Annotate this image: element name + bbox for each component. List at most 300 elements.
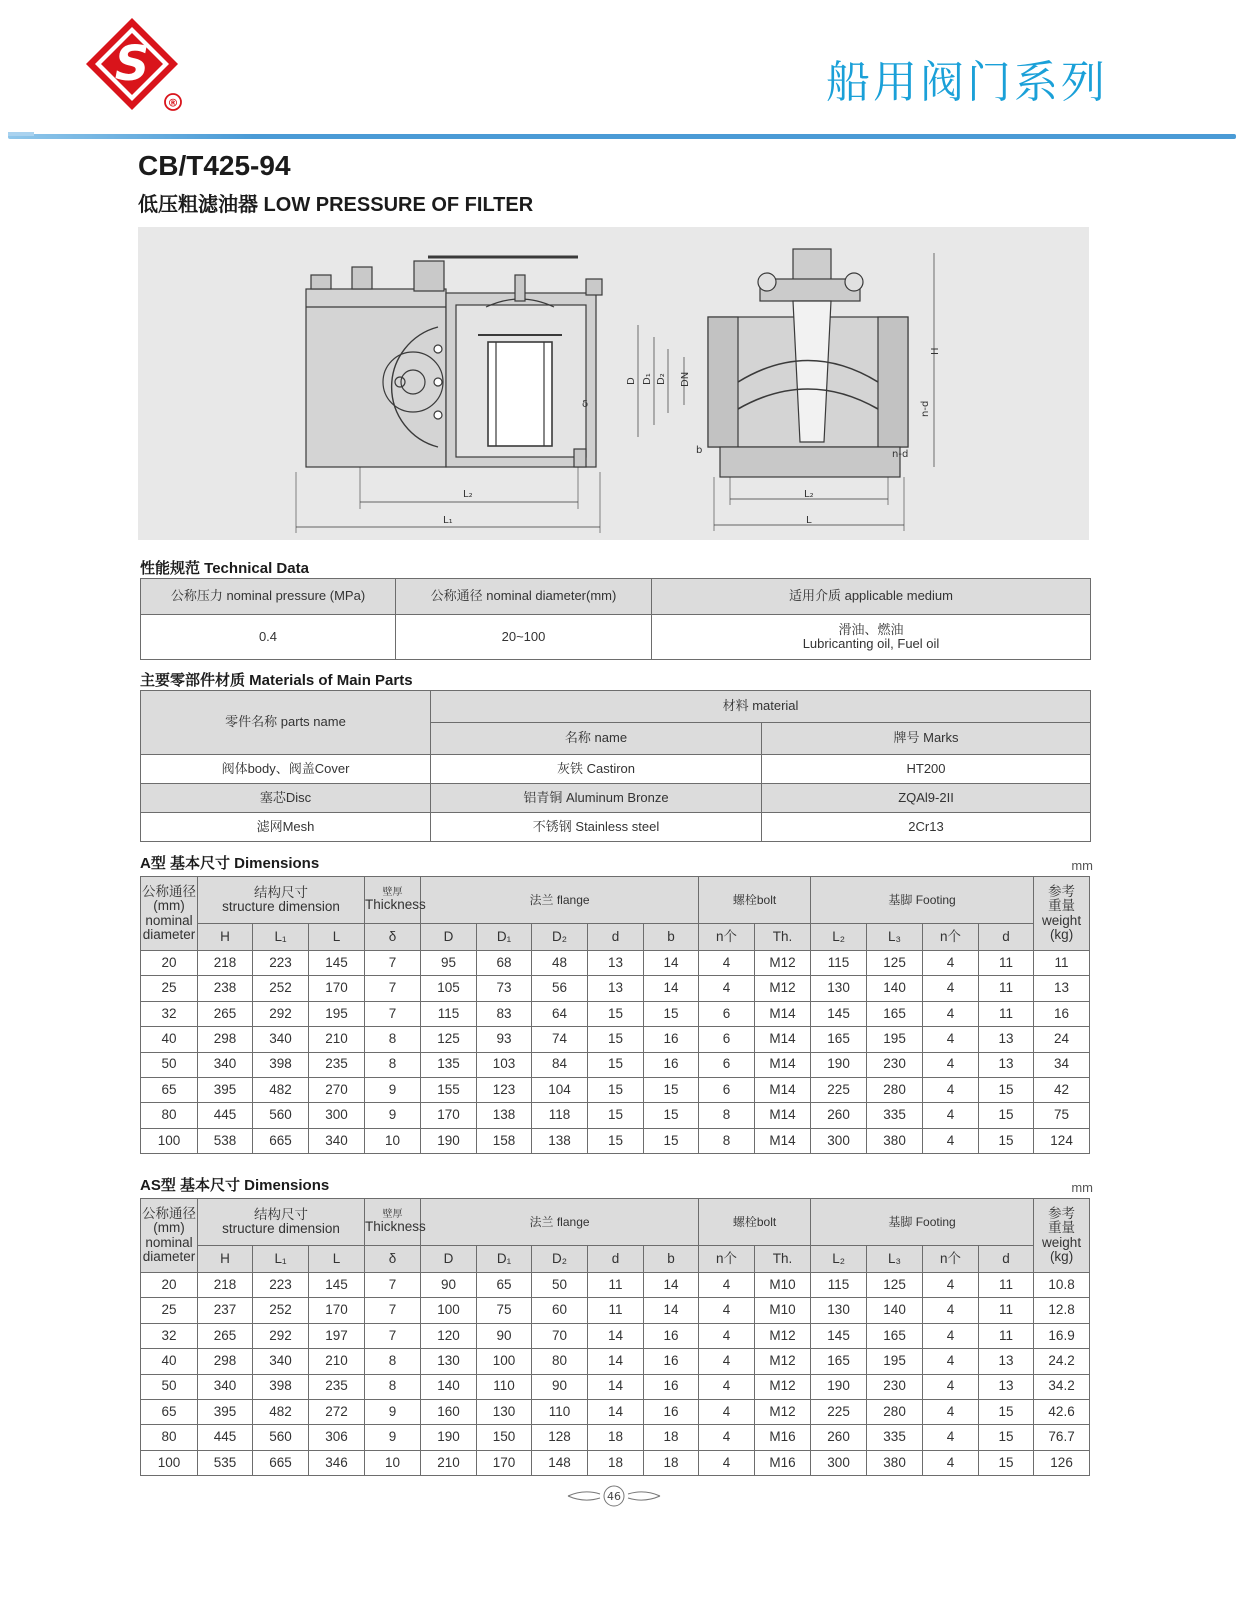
table-cell: 115 <box>421 1001 477 1026</box>
table-cell: 252 <box>253 976 309 1001</box>
table-cell: 135 <box>421 1052 477 1077</box>
table-cell: 7 <box>365 1298 421 1323</box>
table-cell: 4 <box>699 1349 755 1374</box>
series-title: 船用阀门系列 <box>826 57 1108 108</box>
table-cell: 15 <box>588 1128 644 1153</box>
table-cell: 560 <box>253 1103 309 1128</box>
table-cell: 123 <box>477 1077 532 1102</box>
drawing-label: D <box>626 377 637 385</box>
table-cell: 9 <box>365 1077 421 1102</box>
materials-title: 主要零部件材质 Materials of Main Parts <box>140 672 413 689</box>
table-cell: M14 <box>755 1052 811 1077</box>
table-cell: 95 <box>421 951 477 976</box>
table-cell: 280 <box>867 1399 923 1424</box>
table-cell: 170 <box>421 1103 477 1128</box>
table-cell: M10 <box>755 1298 811 1323</box>
col-header: L₃ <box>867 1246 923 1273</box>
table-cell: 398 <box>253 1374 309 1399</box>
diameter-value: 20~100 <box>396 615 652 660</box>
materials-table <box>140 690 1091 842</box>
col-header: d <box>979 1246 1034 1273</box>
table-cell: 13 <box>588 951 644 976</box>
col-header: δ <box>365 1246 421 1273</box>
table-cell: 15 <box>588 1052 644 1077</box>
table-cell: 190 <box>421 1128 477 1153</box>
table-cell: 170 <box>477 1450 532 1475</box>
table-row <box>141 1399 1090 1424</box>
table-cell: 8 <box>699 1128 755 1153</box>
table-cell: 272 <box>309 1399 365 1424</box>
table-cell: 25 <box>141 976 198 1001</box>
table-cell: 18 <box>588 1425 644 1450</box>
medium-en: Lubricanting oil, Fuel oil <box>802 636 940 651</box>
table-cell: 15 <box>644 1103 699 1128</box>
table-cell: 4 <box>699 951 755 976</box>
table-cell: 50 <box>532 1273 588 1298</box>
material-name-header: 名称 name <box>431 723 762 755</box>
table-row <box>141 1128 1090 1153</box>
table-cell: 665 <box>253 1128 309 1153</box>
table-row <box>141 1323 1090 1348</box>
table-cell: 10 <box>365 1128 421 1153</box>
table-cell: 235 <box>309 1374 365 1399</box>
table-cell: 560 <box>253 1425 309 1450</box>
weight-header: 参考 重量 weight (kg) <box>1034 877 1090 951</box>
table-cell: 7 <box>365 1323 421 1348</box>
table-cell: 9 <box>365 1425 421 1450</box>
col-header: D₂ <box>532 1246 588 1273</box>
table-cell: 16 <box>644 1052 699 1077</box>
flange-header: 法兰 flange <box>421 1199 699 1246</box>
drawing-label: H <box>930 347 941 355</box>
table-cell: M14 <box>755 1077 811 1102</box>
col-header: b <box>644 1246 699 1273</box>
table-cell: 4 <box>699 1425 755 1450</box>
table-cell: 6 <box>699 1027 755 1052</box>
table-cell: 4 <box>923 1273 979 1298</box>
table-cell: 230 <box>867 1374 923 1399</box>
table-cell: 140 <box>867 976 923 1001</box>
table-cell: 155 <box>421 1077 477 1102</box>
table-cell: 252 <box>253 1298 309 1323</box>
table-cell: 298 <box>198 1349 253 1374</box>
table-cell: 15 <box>644 1077 699 1102</box>
table-cell: 60 <box>532 1298 588 1323</box>
col-header: n个 <box>699 1246 755 1273</box>
table-cell: 265 <box>198 1323 253 1348</box>
table-cell: 150 <box>477 1425 532 1450</box>
table-cell: 218 <box>198 951 253 976</box>
table-cell: 15 <box>979 1399 1034 1424</box>
col-header: Th. <box>755 924 811 951</box>
nominal-diameter-header: 公称通径 (mm) nominal diameter <box>141 1199 198 1273</box>
table-cell: 170 <box>309 1298 365 1323</box>
table-cell: 8 <box>365 1052 421 1077</box>
table-cell: 300 <box>309 1103 365 1128</box>
table-cell: 13 <box>979 1349 1034 1374</box>
col-header: D <box>421 1246 477 1273</box>
table-row <box>141 1001 1090 1026</box>
table-cell: 115 <box>811 951 867 976</box>
col-header: H <box>198 924 253 951</box>
table-cell: 145 <box>309 1273 365 1298</box>
table-cell: 14 <box>644 1273 699 1298</box>
table-cell: 25 <box>141 1298 198 1323</box>
table-cell: 4 <box>699 1374 755 1399</box>
table-cell: 165 <box>811 1349 867 1374</box>
flange-header: 法兰 flange <box>421 877 699 924</box>
table-cell: 90 <box>532 1374 588 1399</box>
table-cell: 14 <box>588 1374 644 1399</box>
table-cell: 4 <box>923 951 979 976</box>
table-row <box>141 951 1090 976</box>
table-cell: 16.9 <box>1034 1323 1090 1348</box>
table-cell: M10 <box>755 1273 811 1298</box>
col-header: b <box>644 924 699 951</box>
table-cell: 223 <box>253 951 309 976</box>
table-cell: 126 <box>1034 1450 1090 1475</box>
logo-letter: S <box>114 36 150 92</box>
material-mark: 2Cr13 <box>762 813 1091 842</box>
table-cell: 73 <box>477 976 532 1001</box>
table-cell: 115 <box>811 1273 867 1298</box>
standard-code: CB/T425-94 <box>138 150 291 181</box>
table-cell: 165 <box>811 1027 867 1052</box>
table-cell: 4 <box>923 1349 979 1374</box>
nominal-diameter-header: 公称通径 (mm) nominal diameter <box>141 877 198 951</box>
table-cell: 210 <box>421 1450 477 1475</box>
table-cell: 100 <box>141 1450 198 1475</box>
table-cell: 16 <box>644 1399 699 1424</box>
table-cell: 24.2 <box>1034 1349 1090 1374</box>
col-header: L₃ <box>867 924 923 951</box>
table-cell: M14 <box>755 1027 811 1052</box>
table-cell: 14 <box>644 1298 699 1323</box>
table-cell: 145 <box>309 951 365 976</box>
col-header: Th. <box>755 1246 811 1273</box>
drawing-label: D₁ <box>642 373 653 385</box>
col-header: n个 <box>699 924 755 951</box>
table-cell: 270 <box>309 1077 365 1102</box>
table-cell: 482 <box>253 1399 309 1424</box>
table-cell: 11 <box>979 1298 1034 1323</box>
table-cell: 535 <box>198 1450 253 1475</box>
material-name: 铝青铜 Aluminum Bronze <box>431 784 762 813</box>
table-cell: 218 <box>198 1273 253 1298</box>
table-cell: 4 <box>699 1450 755 1475</box>
drawing-label: L₂ <box>463 489 473 500</box>
table-cell: 83 <box>477 1001 532 1026</box>
drawing-label: n-d <box>892 449 909 460</box>
table-cell: 124 <box>1034 1128 1090 1153</box>
table-cell: 292 <box>253 1323 309 1348</box>
col-header: D₁ <box>477 1246 532 1273</box>
table-cell: 340 <box>309 1128 365 1153</box>
table-cell: 6 <box>699 1077 755 1102</box>
structure-dimension-header: 结构尺寸 structure dimension <box>198 1199 365 1246</box>
table-cell: 11 <box>979 976 1034 1001</box>
table-cell: 130 <box>811 1298 867 1323</box>
table-row <box>141 976 1090 1001</box>
table-cell: 13 <box>979 1374 1034 1399</box>
table-cell: 398 <box>253 1052 309 1077</box>
table-cell: 15 <box>979 1103 1034 1128</box>
table-cell: 9 <box>365 1399 421 1424</box>
table-cell: 340 <box>253 1027 309 1052</box>
col-header: d <box>588 924 644 951</box>
table-cell: 42.6 <box>1034 1399 1090 1424</box>
table-row <box>141 1077 1090 1102</box>
table-cell: 10 <box>365 1450 421 1475</box>
table-cell: 445 <box>198 1103 253 1128</box>
table-cell: 190 <box>811 1374 867 1399</box>
table-cell: 8 <box>365 1374 421 1399</box>
table-cell: 15 <box>588 1001 644 1026</box>
table-cell: 237 <box>198 1298 253 1323</box>
table-cell: 15 <box>979 1128 1034 1153</box>
table-cell: M14 <box>755 1128 811 1153</box>
col-header: D₁ <box>477 924 532 951</box>
table-cell: 395 <box>198 1399 253 1424</box>
product-title: 低压粗滤油器 LOW PRESSURE OF FILTER <box>138 194 534 216</box>
table-cell: 340 <box>253 1349 309 1374</box>
table-row <box>141 1027 1090 1052</box>
table-cell: 4 <box>923 1323 979 1348</box>
table-cell: M14 <box>755 1103 811 1128</box>
material-header: 材料 material <box>431 691 1091 723</box>
table-cell: 4 <box>699 1273 755 1298</box>
table-cell: 20 <box>141 1273 198 1298</box>
table-row <box>141 1298 1090 1323</box>
table-cell: 103 <box>477 1052 532 1077</box>
table-cell: M14 <box>755 1001 811 1026</box>
table-cell: 170 <box>309 976 365 1001</box>
material-mark: ZQAl9-2II <box>762 784 1091 813</box>
part-name: 塞芯Disc <box>141 784 431 813</box>
col-header: L₂ <box>811 1246 867 1273</box>
table-cell: 15 <box>979 1425 1034 1450</box>
dimensions-as-unit: mm <box>1071 1180 1093 1195</box>
table-cell: 130 <box>421 1349 477 1374</box>
table-cell: 110 <box>477 1374 532 1399</box>
table-cell: 260 <box>811 1103 867 1128</box>
table-cell: 50 <box>141 1374 198 1399</box>
col-header: L₂ <box>811 924 867 951</box>
weight-header: 参考 重量 weight (kg) <box>1034 1199 1090 1273</box>
table-cell: 138 <box>477 1103 532 1128</box>
drawing-label: n-d <box>920 400 931 417</box>
table-cell: 75 <box>1034 1103 1090 1128</box>
table-cell: 120 <box>421 1323 477 1348</box>
table-cell: 140 <box>867 1298 923 1323</box>
table-cell: 32 <box>141 1323 198 1348</box>
table-cell: 165 <box>867 1001 923 1026</box>
table-cell: 40 <box>141 1027 198 1052</box>
table-cell: 225 <box>811 1399 867 1424</box>
header-divider <box>8 134 1236 139</box>
drawing-label: L₂ <box>804 489 814 500</box>
table-cell: 14 <box>644 951 699 976</box>
table-cell: 70 <box>532 1323 588 1348</box>
table-cell: 65 <box>141 1077 198 1102</box>
table-cell: 190 <box>811 1052 867 1077</box>
table-cell: 195 <box>867 1349 923 1374</box>
table-cell: 340 <box>198 1052 253 1077</box>
table-cell: 12.8 <box>1034 1298 1090 1323</box>
table-cell: 34.2 <box>1034 1374 1090 1399</box>
table-cell: 15 <box>979 1450 1034 1475</box>
table-cell: M12 <box>755 951 811 976</box>
table-cell: 4 <box>923 1399 979 1424</box>
table-cell: 50 <box>141 1052 198 1077</box>
table-cell: 20 <box>141 951 198 976</box>
table-cell: 4 <box>923 1450 979 1475</box>
table-cell: 11 <box>979 951 1034 976</box>
table-cell: 11 <box>588 1298 644 1323</box>
table-cell: 8 <box>365 1349 421 1374</box>
table-cell: 125 <box>867 1273 923 1298</box>
col-header: L₁ <box>253 924 309 951</box>
table-cell: 292 <box>253 1001 309 1026</box>
table-cell: 15 <box>588 1077 644 1102</box>
table-cell: 16 <box>644 1349 699 1374</box>
table-cell: M12 <box>755 976 811 1001</box>
technical-data-table <box>140 578 1091 660</box>
table-cell: 105 <box>421 976 477 1001</box>
parts-name-header: 零件名称 parts name <box>141 691 431 755</box>
table-cell: 210 <box>309 1027 365 1052</box>
company-logo <box>82 14 192 114</box>
table-cell: 300 <box>811 1450 867 1475</box>
drawing-label: L <box>806 515 812 526</box>
table-cell: 68 <box>477 951 532 976</box>
table-cell: 15 <box>588 1103 644 1128</box>
table-cell: 11 <box>979 1273 1034 1298</box>
footing-header: 基脚 Footing <box>811 877 1034 924</box>
table-cell: 64 <box>532 1001 588 1026</box>
table-cell: 16 <box>1034 1001 1090 1026</box>
table-cell: 100 <box>421 1298 477 1323</box>
col-header: L <box>309 1246 365 1273</box>
table-cell: 148 <box>532 1450 588 1475</box>
table-cell: 65 <box>141 1399 198 1424</box>
col-header: L <box>309 924 365 951</box>
table-cell: 195 <box>867 1027 923 1052</box>
table-cell: 80 <box>532 1349 588 1374</box>
table-cell: 11 <box>588 1273 644 1298</box>
table-cell: 18 <box>588 1450 644 1475</box>
table-cell: 42 <box>1034 1077 1090 1102</box>
table-cell: 6 <box>699 1052 755 1077</box>
table-cell: 104 <box>532 1077 588 1102</box>
table-row <box>141 1349 1090 1374</box>
table-cell: 15 <box>644 1128 699 1153</box>
table-cell: 230 <box>867 1052 923 1077</box>
table-cell: 8 <box>699 1103 755 1128</box>
dimensions-as-title: AS型 基本尺寸 Dimensions <box>140 1177 330 1194</box>
bolt-header: 螺栓bolt <box>699 877 811 924</box>
drawing-label: DN <box>680 371 691 387</box>
table-cell: 223 <box>253 1273 309 1298</box>
table-cell: 538 <box>198 1128 253 1153</box>
table-row <box>141 1450 1090 1475</box>
table-cell: 4 <box>923 1077 979 1102</box>
table-cell: 7 <box>365 1273 421 1298</box>
table-cell: 15 <box>644 1001 699 1026</box>
table-cell: 93 <box>477 1027 532 1052</box>
table-cell: 15 <box>979 1077 1034 1102</box>
structure-dimension-header: 结构尺寸 structure dimension <box>198 877 365 924</box>
table-cell: 4 <box>923 1298 979 1323</box>
table-cell: 10.8 <box>1034 1273 1090 1298</box>
drawing-label: D₂ <box>656 373 667 385</box>
table-cell: 80 <box>141 1103 198 1128</box>
table-cell: M12 <box>755 1374 811 1399</box>
table-cell: 125 <box>867 951 923 976</box>
table-cell: 13 <box>979 1027 1034 1052</box>
table-cell: 75 <box>477 1298 532 1323</box>
table-cell: 74 <box>532 1027 588 1052</box>
table-cell: 335 <box>867 1425 923 1450</box>
table-cell: 100 <box>477 1349 532 1374</box>
table-cell: 14 <box>588 1349 644 1374</box>
material-mark: HT200 <box>762 755 1091 784</box>
table-cell: 4 <box>923 1027 979 1052</box>
table-cell: 24 <box>1034 1027 1090 1052</box>
marks-header: 牌号 Marks <box>762 723 1091 755</box>
table-cell: 340 <box>198 1374 253 1399</box>
technical-drawing <box>138 227 1089 540</box>
table-cell: 8 <box>365 1027 421 1052</box>
table-cell: M12 <box>755 1349 811 1374</box>
table-cell: 110 <box>532 1399 588 1424</box>
col-header: d <box>588 1246 644 1273</box>
table-row <box>141 1103 1090 1128</box>
thickness-header: 壁厚 Thickness <box>365 1199 421 1246</box>
page-number: 46 <box>607 1490 621 1503</box>
technical-data-title: 性能规范 Technical Data <box>140 560 309 577</box>
table-cell: 7 <box>365 976 421 1001</box>
table-cell: 335 <box>867 1103 923 1128</box>
dimensions-a-unit: mm <box>1071 858 1093 873</box>
table-cell: 4 <box>923 1128 979 1153</box>
table-cell: M16 <box>755 1425 811 1450</box>
pressure-value: 0.4 <box>141 615 396 660</box>
table-cell: 34 <box>1034 1052 1090 1077</box>
table-cell: 13 <box>979 1052 1034 1077</box>
drawing-label: L₁ <box>443 515 453 526</box>
table-cell: 4 <box>923 976 979 1001</box>
table-cell: 4 <box>699 976 755 1001</box>
table-cell: 14 <box>588 1323 644 1348</box>
table-cell: 7 <box>365 951 421 976</box>
table-row <box>141 1425 1090 1450</box>
table-cell: 125 <box>421 1027 477 1052</box>
table-cell: M12 <box>755 1323 811 1348</box>
col-header: d <box>979 924 1034 951</box>
col-header: n个 <box>923 1246 979 1273</box>
table-cell: 197 <box>309 1323 365 1348</box>
table-cell: 260 <box>811 1425 867 1450</box>
table-cell: 4 <box>699 1399 755 1424</box>
footing-header: 基脚 Footing <box>811 1199 1034 1246</box>
column-header-row <box>141 924 1090 951</box>
table-cell: 190 <box>421 1425 477 1450</box>
table-cell: 56 <box>532 976 588 1001</box>
table-cell: 13 <box>588 976 644 1001</box>
drawing-label: δ <box>582 399 589 410</box>
table-cell: 9 <box>365 1103 421 1128</box>
